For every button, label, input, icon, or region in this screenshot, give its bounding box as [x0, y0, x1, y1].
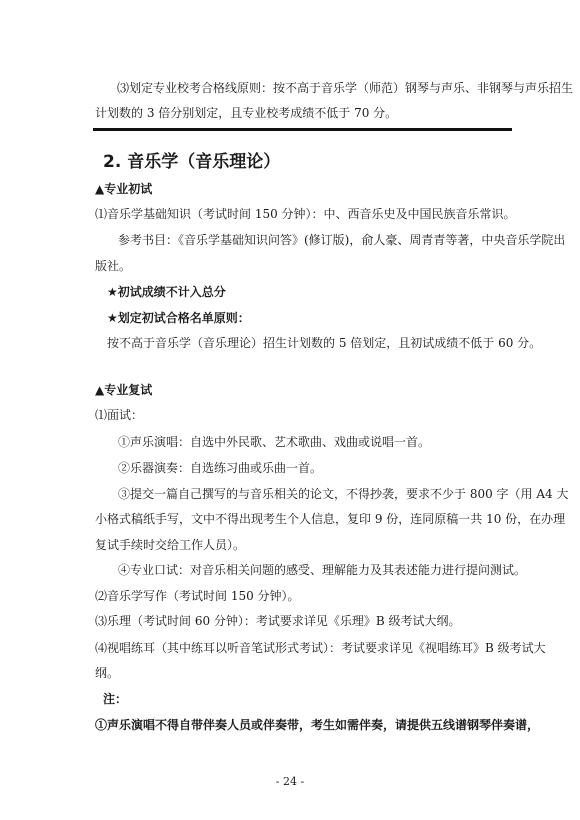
retest-interview: ⑴面试：	[95, 408, 144, 422]
retest-sub3-line2: 小格式稿纸手写，文中不得出现考生个人信息，复印 9 份，连同原稿一共 10 份，在办理	[95, 512, 566, 526]
retest-title-text: 专业复试	[104, 383, 153, 397]
retest-sub3-line1: ③提交一篇自己撰写的与音乐相关的论文，不得抄袭，要求不少于 800 字（用 A4 大	[118, 487, 569, 501]
retest-item4-line2: 纲。	[95, 666, 120, 680]
prelim-title-text: 专业初试	[104, 182, 153, 196]
reference-line2: 版社。	[95, 259, 132, 273]
prelim-note2	[107, 306, 510, 330]
reference-line1: 参考书目：《音乐学基础知识问答》(修订版)，俞人豪、周青青等著，中央音乐学院出	[118, 233, 566, 247]
triangle-marker-icon: ▲	[95, 383, 105, 397]
prelim-rule-text: 按不高于音乐学（音乐理论）招生计划数的 5 倍划定，且初试成绩不低于 60 分。	[107, 336, 542, 350]
retest-sub3-line3: 复试手续时交给工作人员）。	[95, 538, 246, 552]
triangle-marker-icon: ▲	[95, 182, 105, 196]
retest-sub1: ①声乐演唱：自选中外民歌、艺术歌曲、戏曲或说唱一首。	[118, 435, 431, 449]
notes-label: 注：	[103, 692, 128, 706]
star-marker-icon: ★	[107, 311, 118, 325]
top-paragraph-line1: ⑶划定专业校考合格线原则：按不高于音乐学（师范）钢琴与声乐、非钢琴与声乐招生	[117, 81, 574, 95]
page-number: - 24 -	[275, 775, 305, 788]
retest-sub2: ②乐器演奏：自选练习曲或乐曲一首。	[118, 461, 323, 475]
notes-item1: ①声乐演唱不得自带伴奏人员或伴奏带，考生如需伴奏，请提供五线谱钢琴伴奏谱，	[95, 718, 540, 732]
retest-item2: ⑵音乐学写作（考试时间 150 分钟）。	[95, 589, 300, 603]
prelim-note1-text: 初试成绩不计入总分	[117, 285, 226, 299]
prelim-note2-text: 划定初试合格名单原则：	[117, 311, 250, 325]
prelim-title	[95, 177, 510, 201]
section-heading: 2. 音乐学（音乐理论）	[103, 152, 281, 172]
retest-title	[95, 378, 510, 402]
prelim-note1	[107, 280, 510, 304]
retest-item3: ⑶乐理（考试时间 60 分钟）：考试要求详见《乐理》B 级考试大纲。	[95, 614, 461, 628]
top-paragraph-line2: 计划数的 3 倍分别划定，且专业校考成绩不低于 70 分。	[95, 106, 398, 120]
section-divider	[93, 128, 512, 131]
star-marker-icon: ★	[107, 285, 118, 299]
retest-sub4: ④专业口试：对音乐相关问题的感受、理解能力及其表述能力进行提问测试。	[118, 563, 527, 577]
prelim-item1: ⑴音乐学基础知识（考试时间 150 分钟）：中、西音乐史及中国民族音乐常识。	[95, 207, 516, 221]
retest-item4-line1: ⑷视唱练耳（其中练耳以听音笔试形式考试）：考试要求详见《视唱练耳》B 级考试大	[95, 641, 546, 655]
